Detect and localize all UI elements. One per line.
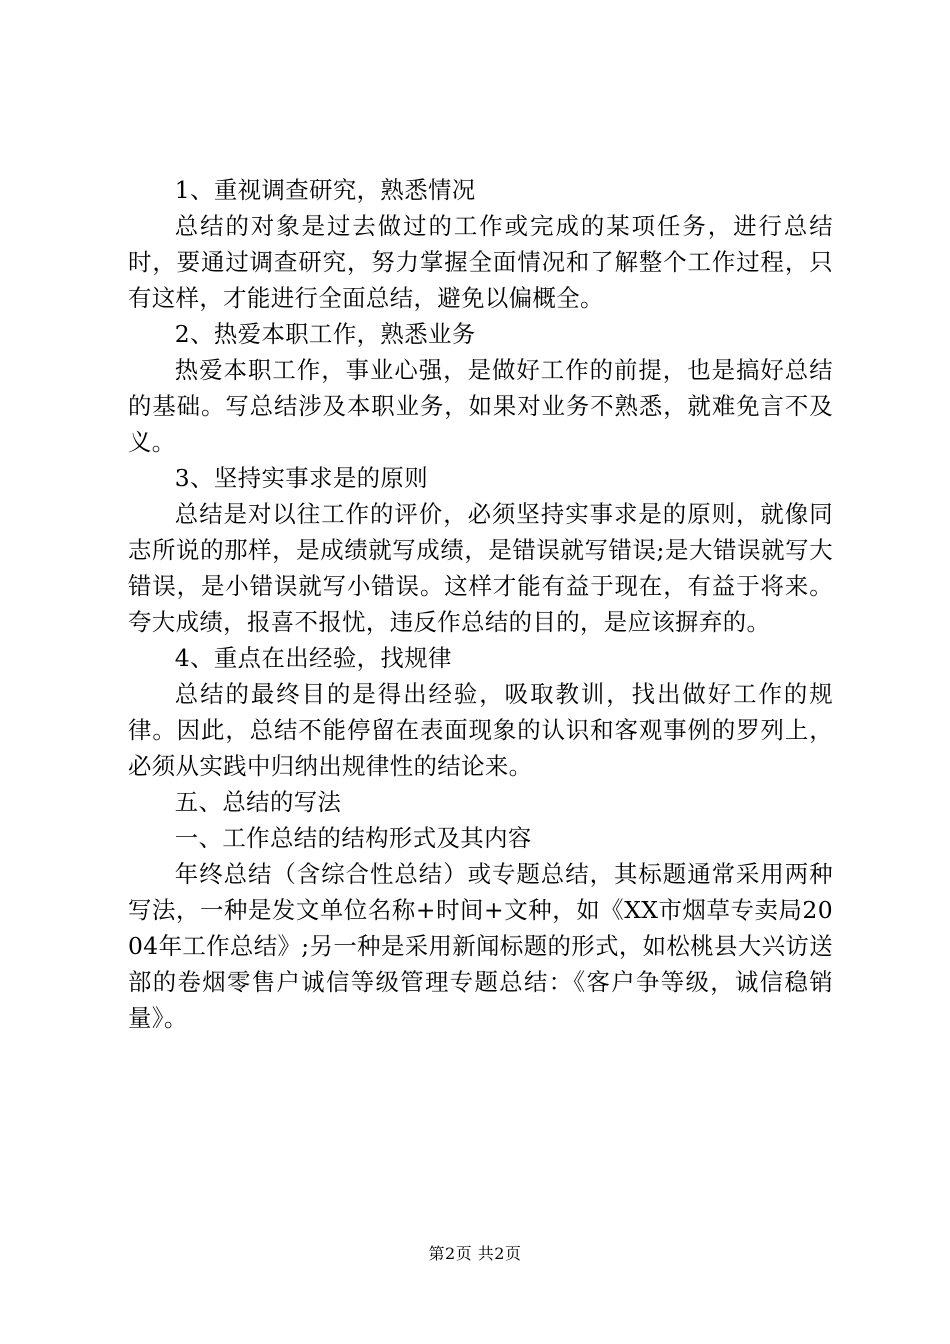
section-heading-5: 五、总结的写法 — [174, 788, 342, 816]
section-heading-2: 2、热爱本职工作，熟悉业务 — [174, 320, 476, 348]
paragraph-3: 总结是对以往工作的评价，必须坚持实事求是的原则，就像同志所说的那样，是成绩就写成绩，是错误就写错误;是大错误就写大错误，是小错误就写小错误。这样才能有益于现在，有益于将来。夸大成绩，报喜不报忧，违反作总结的目的，是应该摒弃的。 — [128, 500, 833, 636]
section-heading-1: 1、重视调查研究，熟悉情况 — [174, 176, 476, 204]
document-body — [128, 172, 833, 1036]
paragraph-1: 总结的对象是过去做过的工作或完成的某项任务，进行总结时，要通过调查研究，努力掌握全面情况和了解整个工作过程，只有这样，才能进行全面总结，避免以偏概全。 — [128, 212, 833, 312]
page-number-footer: 第2页 共2页 — [428, 1244, 522, 1263]
section-heading-4: 4、重点在出经验，找规律 — [174, 644, 452, 672]
paragraph-2: 热爱本职工作，事业心强，是做好工作的前提，也是搞好总结的基础。写总结涉及本职业务，如果对业务不熟悉，就难免言不及义。 — [128, 356, 833, 456]
subsection-heading-1: 一、工作总结的结构形式及其内容 — [174, 824, 532, 852]
paragraph-5: 年终总结（含综合性总结）或专题总结，其标题通常采用两种写法，一种是发文单位名称+时间+文种，如《XX市烟草专卖局2004年工作总结》;另一种是采用新闻标题的形式，如松桃县大兴访送部的卷烟零售户诚信等级管理专题总结：《客户争等级，诚信稳销量》。 — [128, 860, 833, 1032]
paragraph-4: 总结的最终目的是得出经验，吸取教训，找出做好工作的规律。因此，总结不能停留在表面现象的认识和客观事例的罗列上，必须从实践中归纳出规律性的结论来。 — [128, 680, 833, 780]
section-heading-3: 3、坚持实事求是的原则 — [174, 464, 428, 492]
